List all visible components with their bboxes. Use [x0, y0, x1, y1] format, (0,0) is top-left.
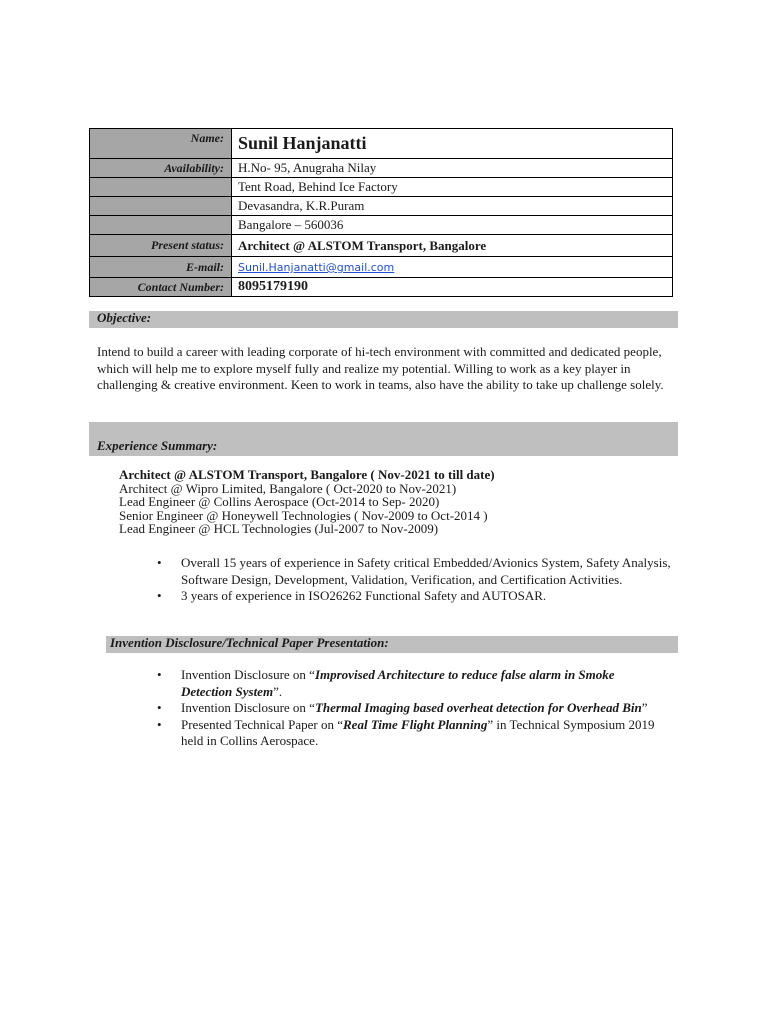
invention-title: Thermal Imaging based overheat detection for Overhead Bin	[314, 700, 642, 715]
bullet-icon: •	[157, 716, 162, 732]
email-link[interactable]: Sunil.Hanjanatti@gmail.com	[238, 261, 395, 274]
invention-title: Improvised Architecture to reduce false alarm in Smoke Detection System	[181, 667, 615, 699]
email-row	[90, 257, 673, 278]
list-item: • 3 years of experience in ISO26262 Functional Safety and AUTOSAR.	[157, 588, 547, 603]
contact-row	[90, 278, 673, 297]
invention-heading-bar	[106, 636, 678, 653]
bullet-icon: •	[157, 667, 162, 682]
availability-label: Availability:	[90, 159, 232, 178]
role-item: Architect @ Wipro Limited, Bangalore ( Oct-2020 to Nov-2021)	[119, 480, 457, 496]
experience-heading-bar	[89, 422, 678, 456]
contact-info-table	[89, 128, 673, 297]
candidate-name: Sunil Hanjanatti	[232, 129, 673, 159]
address-line-1: H.No- 95, Anugraha Nilay	[232, 159, 673, 178]
address-line-3: Devasandra, K.R.Puram	[232, 197, 673, 216]
experience-roles	[119, 468, 495, 536]
contact-number: 8095179190	[232, 278, 673, 297]
bullet-icon: •	[157, 588, 162, 603]
role-item: Architect @ ALSTOM Transport, Bangalore ( Nov-2021 to till date)	[119, 467, 495, 482]
role-item: Senior Engineer @ Honeywell Technologies ( Nov-2009 to Oct-2014 )	[119, 507, 488, 523]
paper-title: Real Time Flight Planning	[343, 716, 488, 732]
address-row	[90, 197, 673, 216]
status-row	[90, 235, 673, 257]
invention-list	[157, 667, 661, 750]
status-label: Present status:	[90, 235, 232, 257]
objective-heading-bar	[89, 311, 678, 328]
objective-text: Intend to build a career with leading corporate of hi-tech environment with committed and dedicated people, which will help me to explore myself fully and realize my potential. Willing to work as a key player in challenging & creative environment. Keen to work in teams, also have the ability to take up challenge solely.	[97, 344, 664, 392]
invention-heading: Invention Disclosure/Technical Paper Presentation:	[110, 635, 389, 650]
name-row	[90, 129, 673, 159]
bullet-icon: •	[157, 555, 162, 570]
experience-heading: Experience Summary:	[97, 438, 218, 453]
name-label: Name:	[90, 129, 232, 159]
list-item: • Overall 15 years of experience in Safety critical Embedded/Avionics System, Safety Analysis, Software Design, Development, Validation, Verification, and Certification Activities.	[157, 555, 671, 587]
list-item: • Invention Disclosure on “Improvised Architecture to reduce false alarm in Smoke Detection System”.	[157, 667, 615, 699]
address-line-4: Bangalore – 560036	[232, 216, 673, 235]
experience-bullets	[157, 555, 671, 605]
role-item: Lead Engineer @ Collins Aerospace (Oct-2014 to Sep- 2020)	[119, 494, 440, 509]
address-row	[90, 159, 673, 178]
bullet-icon: •	[157, 700, 162, 715]
address-row	[90, 178, 673, 197]
role-item: Lead Engineer @ HCL Technologies (Jul-2007 to Nov-2009)	[119, 521, 439, 536]
present-status: Architect @ ALSTOM Transport, Bangalore	[232, 235, 673, 257]
list-item: • Invention Disclosure on “Thermal Imaging based overheat detection for Overhead Bin”	[157, 700, 648, 715]
objective-heading: Objective:	[97, 310, 152, 325]
address-line-2: Tent Road, Behind Ice Factory	[232, 178, 673, 197]
address-row	[90, 216, 673, 235]
contact-label: Contact Number:	[90, 278, 232, 297]
list-item: • Presented Technical Paper on “Real Time Flight Planning” in Technical Symposium 2019 held in Collins Aerospace.	[157, 716, 655, 748]
email-label: E-mail:	[90, 257, 232, 278]
